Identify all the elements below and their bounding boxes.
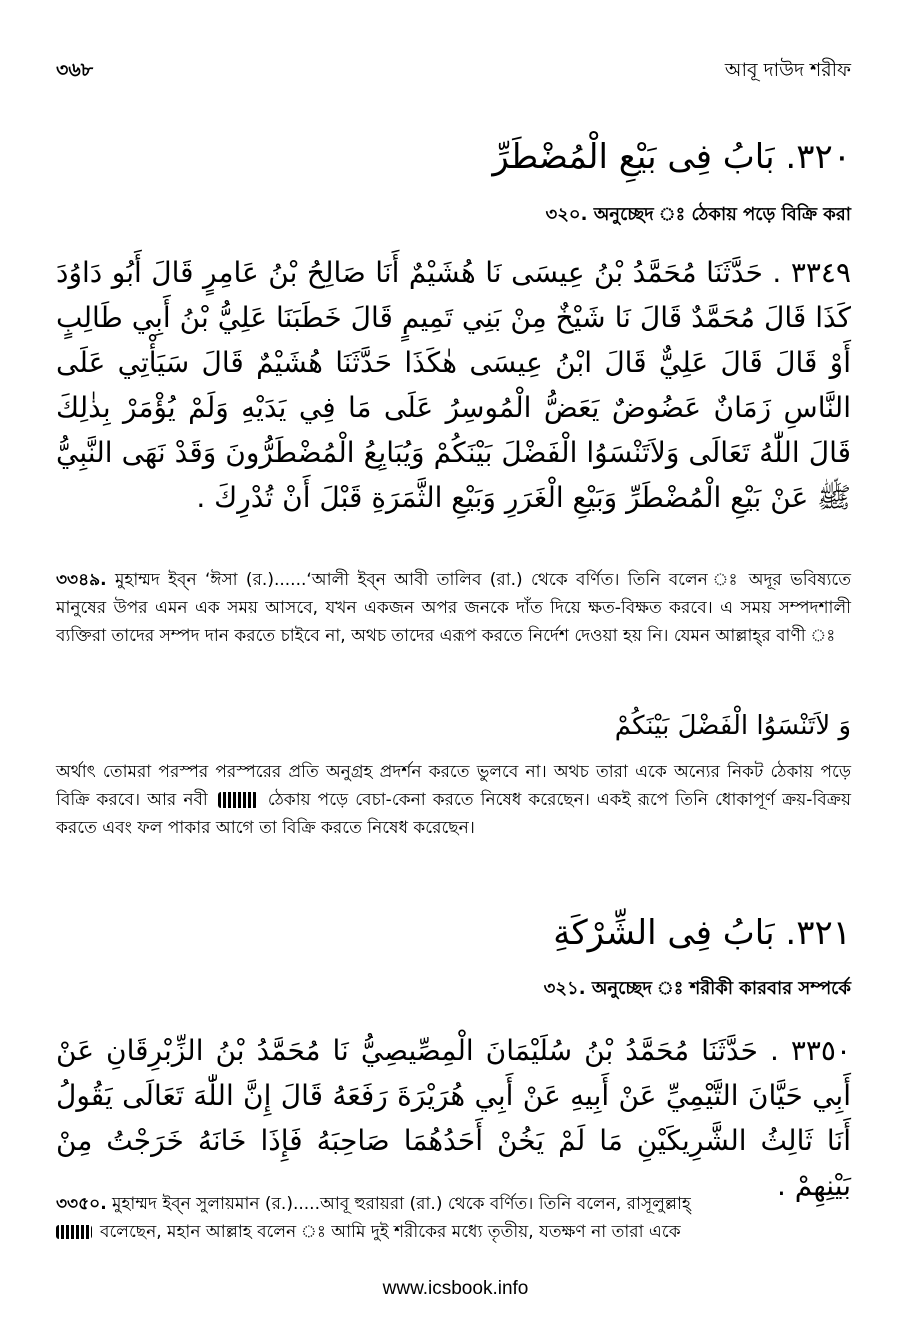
- hadith-3350-number: ৩৩৫০.: [56, 1194, 107, 1214]
- hadith-3349-explanation: [56, 758, 851, 842]
- hadith-3349-translation: [56, 566, 851, 650]
- explanation-text-2: ঠেকায় পড়ে বেচা-কেনা করতে নিষেধ করেছেন। একই রূপে তিনি ধোকাপূর্ণ ক্রয়-বিক্রয় করতে এবং ফল পাকার আগে তা বিক্রি করতে নিষেধ করেছেন।: [56, 790, 851, 838]
- salawat-symbol-icon: [218, 792, 258, 808]
- quran-verse: وَ لاَتَنْسَوُا الْفَضْلَ بَيْنَكُمْ: [614, 711, 851, 741]
- footer-website: www.icsbook.info: [382, 1278, 529, 1299]
- chapter-321-bangla-title: ৩২১. অনুচ্ছেদ ঃ শরীকী কারবার সম্পর্কে: [543, 978, 851, 999]
- page-header: [56, 56, 851, 86]
- salawat-symbol-icon: [56, 1225, 92, 1239]
- hadith-3350-translation-text: মুহাম্মদ ইব্‌ন সুলায়মান (র.).....আবূ হুরায়রা (রা.) থেকে বর্ণিত। তিনি বলেন, রাসূলুল্লাহ্: [106, 1194, 691, 1214]
- hadith-3350-translation-text-2: বলেছেন, মহান আল্লাহ বলেন ঃ আমি দুই শরীকের মধ্যে তৃতীয়, যতক্ষণ না তারা একে: [100, 1222, 681, 1242]
- book-title: আবূ দাউদ শরীফ: [724, 59, 851, 81]
- hadith-3349-number: ৩৩৪৯.: [56, 570, 107, 590]
- hadith-3349-translation-text: মুহাম্মদ ইব্‌ন ‘ঈসা (র.)......‘আলী ইব্‌ন আবী তালিব (রা.) থেকে বর্ণিত। তিনি বলেন ঃ অদূর ভবিষ্যতে মানুষের উপর এমন এক সময় আসবে, যখন একজন অপর জনকে দাঁত দিয়ে ক্ষত-বিক্ষত করবে। এ সময় সম্পদশালী ব্যক্তিরা তাদের সম্পদ দান করতে চাইবে না, অথচ তাদের এরূপ করতে নির্দেশ দেওয়া হয় নি। যেমন আল্লাহ্‌র বাণী ঃ: [56, 570, 851, 646]
- chapter-320-arabic-title: ٣٢٠. بَابُ فِى بَيْعِ الْمُضْطَرِّ: [492, 137, 851, 177]
- chapter-321-arabic-title: ٣٢١. بَابُ فِى الشِّرْكَةِ: [553, 913, 851, 953]
- chapter-320-bangla-title: ৩২০. অনুচ্ছেদ ঃ ঠেকায় পড়ে বিক্রি করা: [545, 204, 851, 225]
- explanation-text-1: অর্থাৎ তোমরা পরস্পর পরস্পরের প্রতি অনুগ্রহ প্রদর্শন করতে ভুলবে না। অথচ তারা একে অন্যের নিকট ঠেকায় পড়ে বিক্রি করবে। আর নবী: [56, 762, 851, 810]
- page-number: ৩৬৮: [56, 59, 94, 81]
- hadith-3350-translation: [56, 1190, 851, 1246]
- hadith-3349-arabic: ٣٣٤٩ . حَدَّثَنَا مُحَمَّدُ بْنُ عِيسَى نَا هُشَيْمٌ أَنَا صَالِحُ بْنُ عَامِرٍ قَالَ أَبُو دَاوُدَ كَذَا قَالَ مُحَمَّدٌ قَالَ نَا شَيْخٌ مِنْ بَنِي تَمِيمٍ قَالَ خَطَبَنَا عَلِيُّ بْنُ أَبِي طَالِبٍ أَوْ قَالَ قَالَ عَلِيٌّ قَالَ ابْنُ عِيسَى هٰكَذَا حَدَّثَنَا هُشَيْمٌ قَالَ سَيَأْتِي عَلَى النَّاسِ زَمَانٌ عَضُوضٌ يَعَضُّ الْمُوسِرُ عَلَى مَا فِي يَدَيْهِ وَلَمْ يُؤْمَرْ بِذٰلِكَ قَالَ اللّٰهُ تَعَالَى وَلاَتَنْسَوُا الْفَضْلَ بَيْنَكُمْ وَيُبَايِعُ الْمُضْطَرُّونَ وَقَدْ نَهَى النَّبِيُّ ﷺ عَنْ بَيْعِ الْمُضْطَرِّ وَبَيْعِ الْغَرَرِ وَبَيْعِ الثَّمَرَةِ قَبْلَ أَنْ تُدْرِكَ .: [56, 256, 851, 514]
- hadith-3350-arabic: ٣٣٥٠ . حَدَّثَنَا مُحَمَّدُ بْنُ سُلَيْمَانَ الْمِصِّيصِيُّ نَا مُحَمَّدُ بْنُ الزِّبْرِقَانِ عَنْ أَبِي حَيَّانَ التَّيْمِيِّ عَنْ أَبِيهِ عَنْ أَبِي هُرَيْرَةَ رَفَعَهُ قَالَ إِنَّ اللّٰهَ تَعَالَى يَقُولُ أَنَا ثَالِثُ الشَّرِيكَيْنِ مَا لَمْ يَخُنْ أَحَدُهُمَا صَاحِبَهُ فَإِذَا خَانَهُ خَرَجْتُ مِنْ بَيْنِهِمْ .: [56, 1034, 851, 1202]
